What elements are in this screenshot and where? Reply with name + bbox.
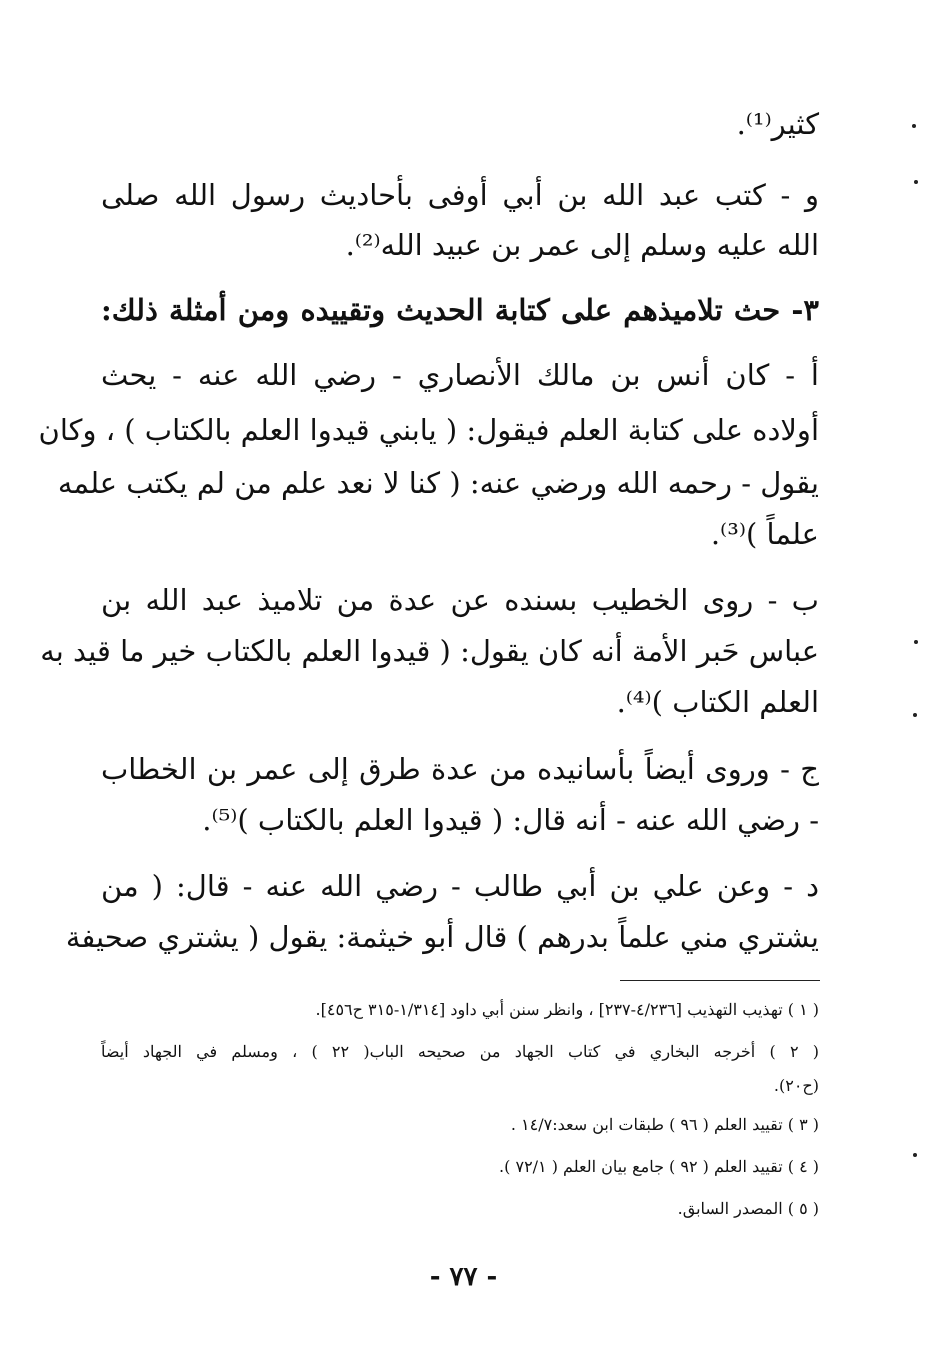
text-line: الله عليه وسلم إلى عمر بن عبيد الله⁽²⁾. xyxy=(345,228,819,262)
page-number: - ٧٧ - xyxy=(429,1262,498,1292)
text-line: عباس حَبر الأمة أنه كان يقول: ( قيدوا العلم بالكتاب خير ما قيد به xyxy=(40,634,819,668)
text-line: كثير⁽¹⁾. xyxy=(736,107,819,141)
footnote: ( ٥ ) المصدر السابق. xyxy=(677,1199,819,1218)
footnote: ( ٤ ) تقييد العلم ( ٩٢ ) جامع بيان العلم ( ٧٢/١ ). xyxy=(499,1157,819,1176)
text-line: علماً )⁽³⁾. xyxy=(710,517,819,551)
scan-speck xyxy=(914,180,918,184)
text-line: يقول - رحمه الله ورضي عنه: ( كنا لا نعد علم من لم يكتب علمه xyxy=(57,466,819,500)
footnote-separator xyxy=(620,980,820,981)
scan-speck xyxy=(913,1153,917,1157)
scan-speck xyxy=(912,124,916,128)
text-line: - رضي الله عنه - أنه قال: ( قيدوا العلم بالكتاب )⁽⁵⁾. xyxy=(202,803,819,837)
scan-speck xyxy=(913,713,917,717)
text-line: ب - روى الخطيب بسنده عن عدة من تلاميذ عبد الله بن xyxy=(101,583,819,617)
scan-speck xyxy=(914,640,918,644)
text-line: و - كتب عبد الله بن أبي أوفى بأحاديث رسول الله صلى xyxy=(101,178,819,212)
text-line: يشتري مني علماً بدرهم ) قال أبو خيثمة: يقول ( يشتري صحيفة xyxy=(65,920,819,954)
text-line: ج - وروى أيضاً بأسانيده من عدة طرق إلى عمر بن الخطاب xyxy=(101,752,819,786)
text-line: العلم الكتاب )⁽⁴⁾. xyxy=(616,685,819,719)
section-heading: ٣- حث تلاميذهم على كتابة الحديث وتقييده ومن أمثلة ذلك: xyxy=(101,293,819,327)
footnote: (ح٢٠). xyxy=(773,1076,819,1095)
footnote: ( ٢ ) أخرجه البخاري في كتاب الجهاد من صحيحه الباب( ٢٢ ) ، ومسلم في الجهاد أيضاً xyxy=(101,1042,820,1061)
footnote: ( ١ ) تهذيب التهذيب [٤/٢٣٦-٢٣٧] ، وانظر سنن أبي داود [١/٣١٤-٣١٥ ح٤٥٦]. xyxy=(315,1000,819,1019)
text-line: أولاده على كتابة العلم فيقول: ( يابني قيدوا العلم بالكتاب ) ، وكان xyxy=(38,413,819,447)
footnote: ( ٣ ) تقييد العلم ( ٩٦ ) طبقات ابن سعد:١٤/٧ . xyxy=(510,1115,819,1134)
text-line: د - وعن علي بن أبي طالب - رضي الله عنه - قال: ( من xyxy=(101,869,819,903)
text-line: أ - كان أنس بن مالك الأنصاري - رضي الله عنه - يحث xyxy=(101,358,819,392)
